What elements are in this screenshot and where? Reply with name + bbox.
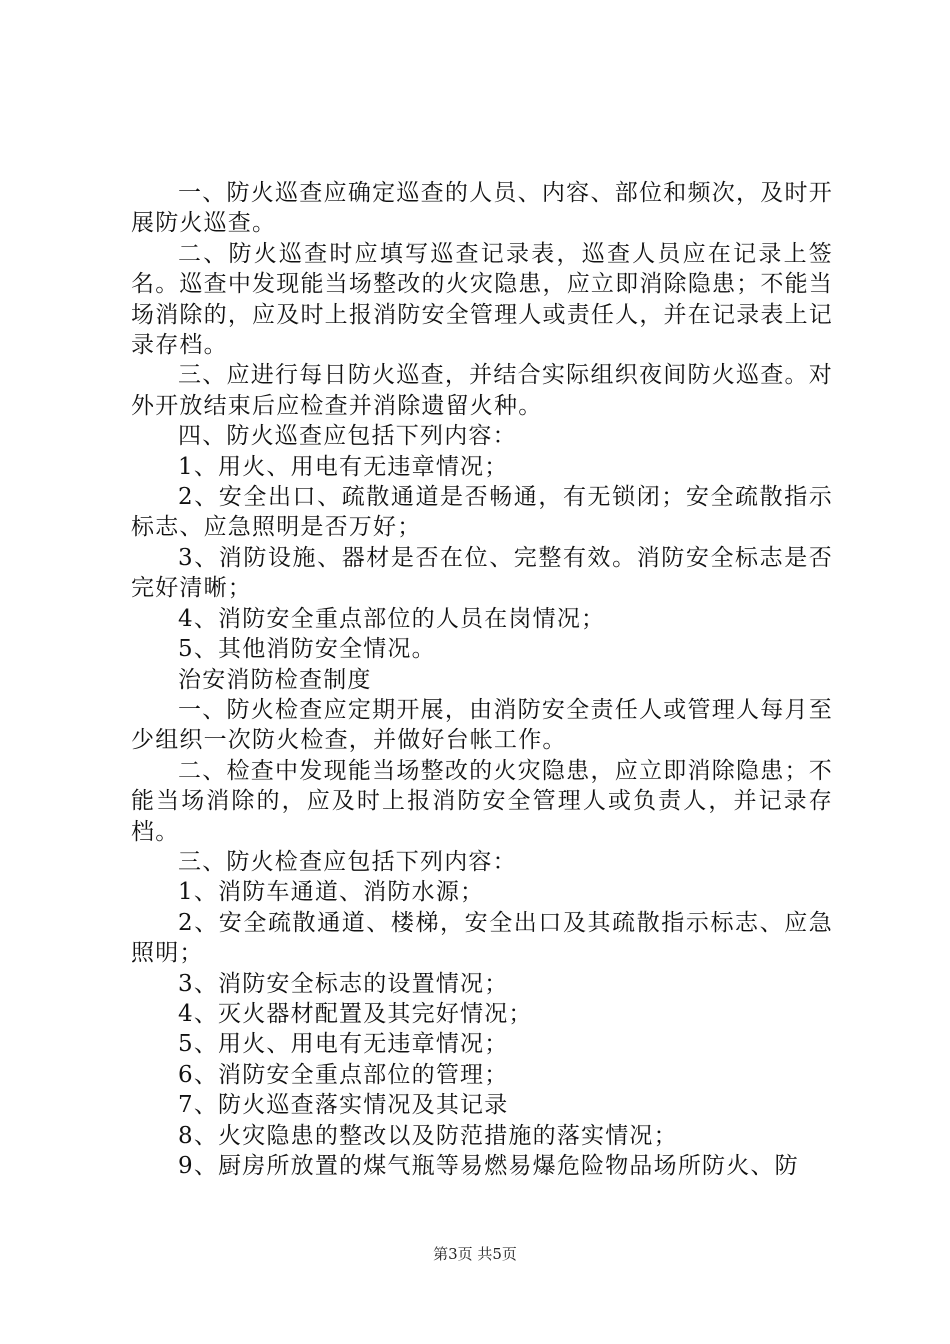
paragraph: 三、应进行每日防火巡查，并结合实际组织夜间防火巡查。对外开放结束后应检查并消除遗留火种。 [131,362,833,419]
list-item: 2、安全疏散通道、楼梯，安全出口及其疏散指示标志、应急照明； [131,909,833,967]
list-item: 1、用火、用电有无违章情况； [178,453,509,480]
list-item: 9、厨房所放置的煤气瓶等易燃易爆危险物品场所防火、防 [178,1153,799,1179]
list-item: 8、火灾隐患的整改以及防范措施的落实情况； [178,1122,678,1149]
paragraph: 二、防火巡查时应填写巡查记录表，巡查人员应在记录上签名。巡查中发现能当场整改的火灾隐患，应立即消除隐患；不能当场消除的，应及时上报消防安全管理人或责任人，并在记录表上记录存档。 [131,240,833,359]
document-body [131,178,833,1181]
list-item: 3、消防设施、器材是否在位、完整有效。消防安全标志是否完好清晰； [131,544,833,602]
paragraph: 二、检查中发现能当场整改的火灾隐患，应立即消除隐患；不能当场消除的，应及时上报消防安全管理人或负责人，并记录存档。 [131,757,833,845]
list-item: 1、消防车通道、消防水源； [178,879,485,906]
paragraph: 一、防火检查应定期开展，由消防安全责任人或管理人每月至少组织一次防火检查，并做好台帐工作。 [131,696,833,754]
list-item: 5、用火、用电有无违章情况； [178,1031,509,1058]
list-item: 4、灭火器材配置及其完好情况； [178,1000,533,1027]
paragraph: 四、防火巡查应包括下列内容： [178,423,517,450]
list-item: 5、其他消防安全情况。 [178,636,436,663]
list-item: 3、消防安全标志的设置情况； [178,970,509,997]
paragraph: 一、防火巡查应确定巡查的人员、内容、部位和频次，及时开展防火巡查。 [131,180,833,237]
list-item: 4、消防安全重点部位的人员在岗情况； [178,605,606,632]
list-item: 7、防火巡查落实情况及其记录 [178,1092,509,1119]
list-item: 2、安全出口、疏散通道是否畅通，有无锁闭；安全疏散指示标志、应急照明是否万好； [131,484,833,541]
paragraph: 三、防火检查应包括下列内容： [178,848,517,875]
section-heading: 治安消防检查制度 [178,666,372,693]
page-number-footer: 第3页 共5页 [433,1245,517,1263]
list-item: 6、消防安全重点部位的管理； [178,1061,509,1088]
